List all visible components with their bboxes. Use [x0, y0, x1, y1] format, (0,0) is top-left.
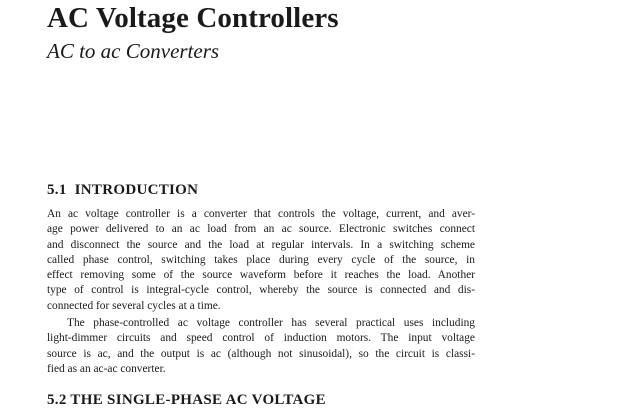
paragraph-2	[47, 316, 475, 377]
section-heading	[47, 180, 198, 200]
text-line: and disconnect the source and the load at regular intervals. In a switching scheme	[47, 238, 475, 251]
text-line: light-dimmer circuits and speed control of induction motors. The input voltage	[47, 332, 475, 345]
text-line: source is ac, and the output is ac (although not sinusoidal), so the circuit is classi-	[47, 347, 475, 360]
text-line: fied as an ac-ac converter.	[47, 362, 166, 375]
text-line: connected for several cycles at a time.	[47, 299, 221, 312]
text-line: An ac voltage controller is a converter that controls the voltage, current, and aver-	[47, 208, 475, 220]
text-line: effect removing some of the source waveform before it reaches the load. Another	[47, 269, 475, 282]
body-text	[47, 207, 475, 377]
next-section-heading: 5.2 THE SINGLE-PHASE AC VOLTAGE	[47, 392, 326, 408]
paragraph-1	[47, 207, 475, 314]
text-line: The phase-controlled ac voltage controller has several practical uses including	[67, 317, 475, 330]
chapter-title: AC Voltage Controllers	[47, 2, 339, 34]
text-line: called phase control, switching takes place during every cycle of the source, in	[47, 253, 475, 266]
section-number: 5.1	[47, 182, 67, 198]
text-line: age power delivered to an ac load from an ac source. Electronic switches connect	[47, 223, 475, 236]
section-title: INTRODUCTION	[74, 182, 199, 198]
text-line: type of control is integral-cycle control, whereby the source is connected and dis-	[47, 284, 475, 297]
chapter-subtitle: AC to ac Converters	[47, 39, 220, 63]
